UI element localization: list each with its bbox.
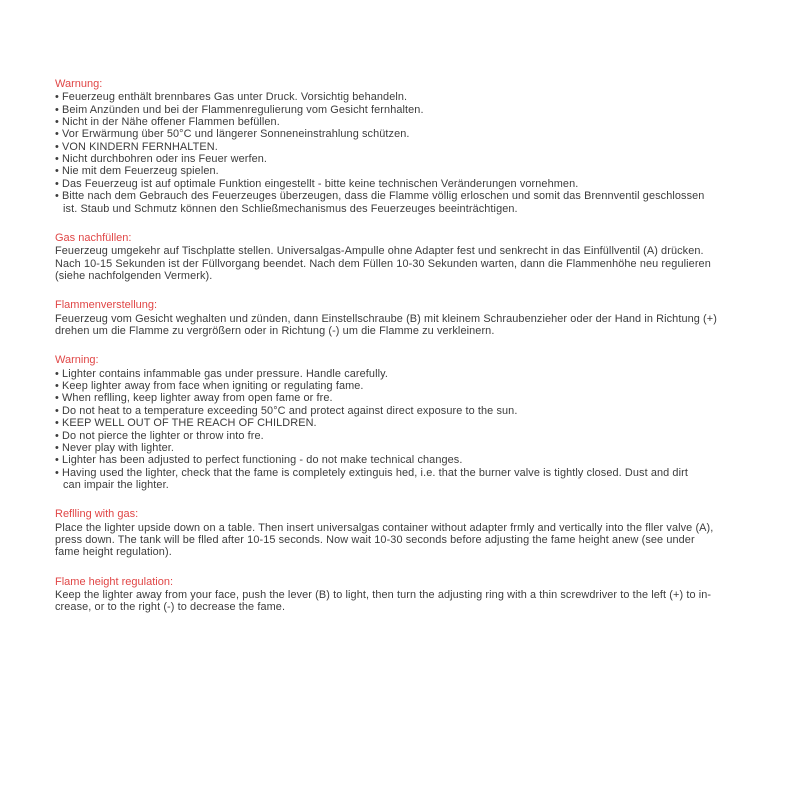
- paragraph-line: press down. The tank will be flled after 10-15 seconds. Now wait 10-30 seconds before adjusting the fame height anew (see under: [55, 533, 695, 546]
- paragraph-line: Nach 10-15 Sekunden ist der Füllvorgang beendet. Nach dem Füllen 10-30 Sekunden warten, dann die Flammenhöhe neu regulieren: [55, 257, 711, 270]
- paragraph-line: Place the lighter upside down on a table. Then insert universalgas container without adapter frmly and vertically into the fller valve (A),: [55, 521, 714, 534]
- section-gas-nachfuellen-de: [55, 232, 746, 282]
- section-heading: Reflling with gas:: [55, 508, 139, 521]
- section-flame-height-regulation-en: [55, 576, 746, 614]
- bullet-item: • KEEP WELL OUT OF THE REACH OF CHILDREN.: [55, 417, 317, 430]
- section-flammenverstellung-de: [55, 299, 746, 337]
- section-heading: Flame height regulation:: [55, 575, 174, 588]
- bullet-item: • Lighter contains infammable gas under pressure. Handle carefully.: [55, 367, 388, 380]
- sections-container: [55, 78, 746, 614]
- bullet-item: • When reflling, keep lighter away from open fame or fre.: [55, 392, 333, 405]
- paragraph-line: Feuerzeug umgekehr auf Tischplatte stellen. Universalgas-Ampulle ohne Adapter fest und senkrecht in das Einfüllventil (A) drücken.: [55, 245, 704, 258]
- bullet-item: • Having used the lighter, check that the fame is completely extinguis hed, i.e. that the burner valve is tightly closed. Dust and dirt: [55, 466, 688, 479]
- bullet-item: • Do not pierce the lighter or throw into fre.: [55, 429, 264, 442]
- bullet-item: • Nie mit dem Feuerzeug spielen.: [55, 165, 219, 178]
- section-heading: Gas nachfüllen:: [55, 231, 132, 244]
- bullet-item: • Nicht in der Nähe offener Flammen befüllen.: [55, 116, 280, 129]
- bullet-item: • Lighter has been adjusted to perfect functioning - do not make technical changes.: [55, 454, 463, 467]
- bullet-item: • Feuerzeug enthält brennbares Gas unter Druck. Vorsichtig behandeln.: [55, 91, 408, 104]
- bullet-item: • VON KINDERN FERNHALTEN.: [55, 140, 218, 153]
- bullet-item-continuation: ist. Staub und Schmutz können den Schließmechanismus des Feuerzeuges beeinträchtigen.: [63, 202, 518, 215]
- paragraph-line: (siehe nachfolgenden Vermerk).: [55, 269, 213, 282]
- bullet-item: • Vor Erwärmung über 50°C und längerer Sonneneinstrahlung schützen.: [55, 128, 410, 141]
- bullet-item: • Das Feuerzeug ist auf optimale Funktion eingestellt - bitte keine technischen Veränderungen vornehmen.: [55, 177, 579, 190]
- bullet-item: • Bitte nach dem Gebrauch des Feuerzeuges überzeugen, dass die Flamme völlig erloschen und somit das Brennventil geschlossen: [55, 190, 705, 203]
- section-warnung-de: [55, 78, 746, 215]
- paragraph-line: Feuerzeug vom Gesicht weghalten und zünden, dann Einstellschraube (B) mit kleinem Schraubenzieher oder der Hand in Richtung (+): [55, 312, 717, 325]
- bullet-item: • Never play with lighter.: [55, 441, 174, 454]
- section-heading: Flammenverstellung:: [55, 299, 158, 312]
- bullet-item: • Keep lighter away from face when igniting or regulating fame.: [55, 380, 364, 393]
- section-heading: Warning:: [55, 354, 99, 367]
- paragraph-line: fame height regulation).: [55, 546, 172, 559]
- section-warning-en: [55, 354, 746, 491]
- paragraph-line: crease, or to the right (-) to decrease the fame.: [55, 601, 286, 614]
- bullet-item: • Nicht durchbohren oder ins Feuer werfen.: [55, 153, 268, 166]
- section-refilling-with-gas-en: [55, 508, 746, 558]
- bullet-item-continuation: can impair the lighter.: [63, 478, 169, 491]
- bullet-item: • Do not heat to a temperature exceeding 50°C and protect against direct exposure to the sun.: [55, 404, 518, 417]
- bullet-item: • Beim Anzünden und bei der Flammenregulierung vom Gesicht fernhalten.: [55, 103, 424, 116]
- paragraph-line: Keep the lighter away from your face, push the lever (B) to light, then turn the adjusting ring with a thin screwdriver to the left (+) to in-: [55, 589, 712, 602]
- paragraph-line: drehen um die Flamme zu vergrößern oder in Richtung (-) um die Flamme zu verkleinern.: [55, 325, 495, 338]
- section-heading: Warnung:: [55, 78, 103, 90]
